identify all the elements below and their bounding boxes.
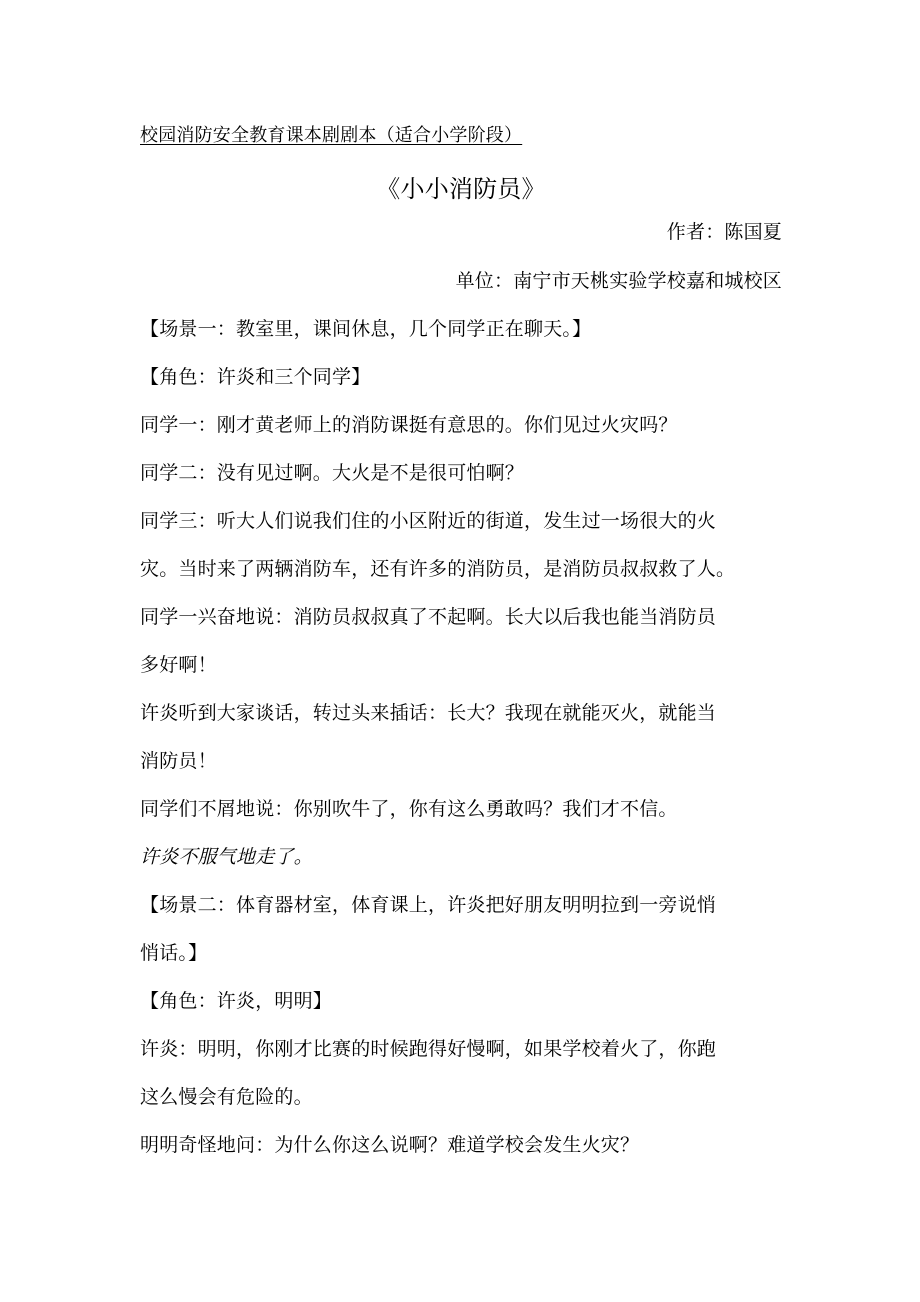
dialogue-line: 同学们不屑地说：你别吹牛了，你有这么勇敢吗？我们才不信。: [140, 798, 678, 820]
document-page: [140, 0, 782, 1302]
stage-direction: 许炎不服气地走了。: [140, 846, 313, 868]
roles-heading-1: 【角色：许炎和三个同学】: [140, 366, 371, 388]
roles-heading-2: 【角色：许炎，明明】: [140, 990, 333, 1012]
dialogue-line: 许炎听到大家谈话，转过头来插话：长大？我现在就能灭火，就能当: [140, 702, 717, 724]
dialogue-line: 许炎：明明，你刚才比赛的时候跑得好慢啊，如果学校着火了，你跑: [140, 1038, 717, 1060]
author-line: 作者：陈国夏: [666, 221, 782, 243]
dialogue-line-continued: 消防员！: [140, 750, 217, 772]
dialogue-line: 明明奇怪地问：为什么你这么说啊？难道学校会发生火灾？: [140, 1134, 640, 1156]
document-header: 校园消防安全教育课本剧剧本（适合小学阶段）: [140, 125, 523, 146]
dialogue-line: 同学三：听大人们说我们住的小区附近的街道，发生过一场很大的火: [140, 510, 717, 532]
scene-heading-2-continued: 悄话。】: [140, 942, 208, 964]
dialogue-line: 同学一兴奋地说：消防员叔叔真了不起啊。长大以后我也能当消防员: [140, 606, 717, 628]
dialogue-line-continued: 多好啊！: [140, 654, 217, 676]
document-title: 《小小消防员》: [376, 175, 546, 203]
scene-heading-1: 【场景一：教室里，课间休息，几个同学正在聊天。】: [140, 318, 592, 340]
dialogue-line: 同学二：没有见过啊。大火是不是很可怕啊？: [140, 462, 525, 484]
dialogue-line: 同学一：刚才黄老师上的消防课挺有意思的。你们见过火灾吗？: [140, 414, 678, 436]
scene-heading-2: 【场景二：体育器材室，体育课上，许炎把好朋友明明拉到一旁说悄: [140, 894, 717, 916]
unit-line: 单位：南宁市天桃实验学校嘉和城校区: [455, 270, 782, 292]
dialogue-line-continued: 灾。当时来了两辆消防车，还有许多的消防员，是消防员叔叔救了人。: [140, 558, 736, 580]
dialogue-line-continued: 这么慢会有危险的。: [140, 1086, 313, 1108]
